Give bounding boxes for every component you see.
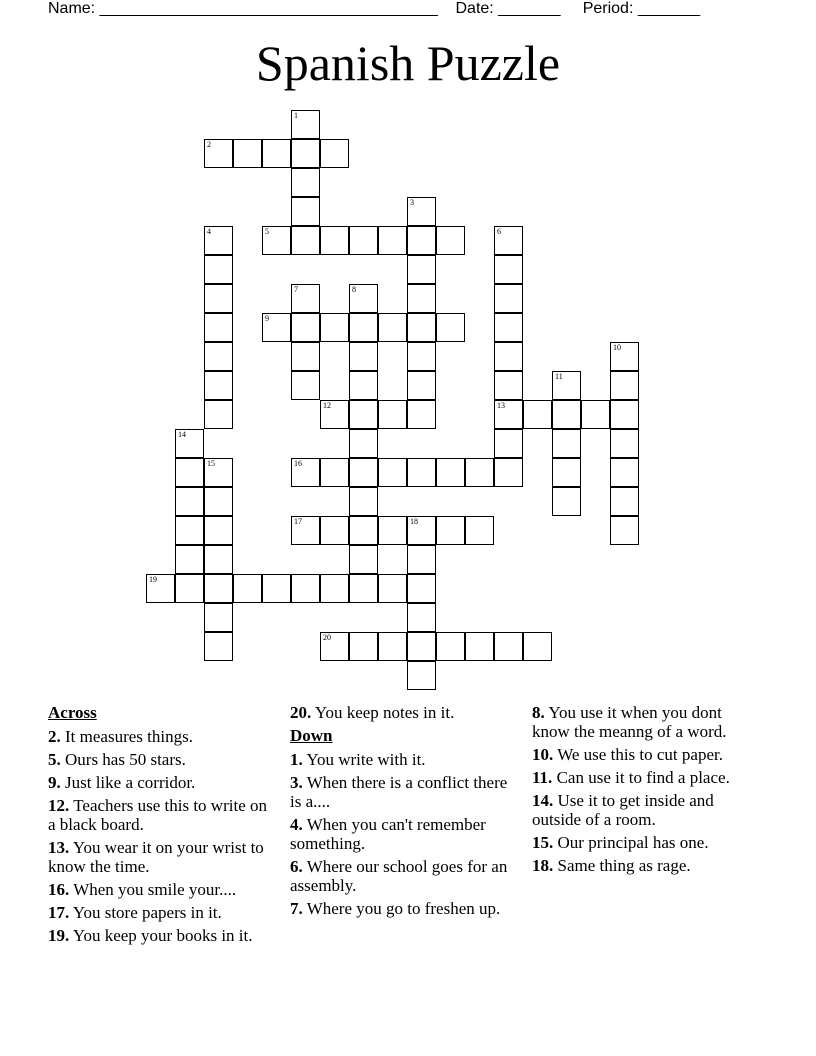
crossword-cell[interactable] bbox=[407, 371, 436, 400]
crossword-cell[interactable] bbox=[349, 632, 378, 661]
clue-number: 20 bbox=[323, 633, 331, 642]
crossword-cell[interactable] bbox=[494, 284, 523, 313]
crossword-cell[interactable] bbox=[291, 139, 320, 168]
clue-down-18: 18. Same thing as rage. bbox=[532, 856, 691, 875]
crossword-cell[interactable] bbox=[204, 255, 233, 284]
crossword-cell[interactable] bbox=[407, 226, 436, 255]
crossword-cell[interactable] bbox=[378, 313, 407, 342]
clue-down-7: 7. Where you go to freshen up. bbox=[290, 899, 501, 918]
crossword-cell[interactable] bbox=[494, 255, 523, 284]
clue-across-20: 20. You keep notes in it. bbox=[290, 703, 455, 722]
crossword-cell[interactable] bbox=[262, 226, 291, 255]
crossword-cell[interactable] bbox=[291, 574, 320, 603]
clue-number: 4 bbox=[207, 227, 211, 236]
crossword-cell[interactable] bbox=[320, 313, 349, 342]
crossword-cell[interactable] bbox=[436, 632, 465, 661]
crossword-cell[interactable] bbox=[552, 400, 581, 429]
clue-number: 19 bbox=[149, 575, 157, 584]
clue-number: 13 bbox=[497, 401, 505, 410]
crossword-cell[interactable] bbox=[349, 400, 378, 429]
clue-number: 6 bbox=[497, 227, 501, 236]
crossword-cell[interactable] bbox=[349, 226, 378, 255]
crossword-cell[interactable] bbox=[610, 400, 639, 429]
crossword-cell[interactable] bbox=[523, 632, 552, 661]
clue-number: 7 bbox=[294, 285, 298, 294]
crossword-cell[interactable] bbox=[204, 545, 233, 574]
crossword-cell[interactable] bbox=[291, 168, 320, 197]
crossword-cell[interactable] bbox=[175, 458, 204, 487]
crossword-cell[interactable] bbox=[407, 545, 436, 574]
crossword-cell[interactable] bbox=[407, 197, 436, 226]
clue-across-9: 9. Just like a corridor. bbox=[48, 773, 196, 792]
clue-number: 11 bbox=[555, 372, 563, 381]
crossword-cell[interactable] bbox=[378, 458, 407, 487]
clue-across-12: 12. Teachers use this to write on a black board. bbox=[48, 796, 267, 834]
crossword-cell[interactable] bbox=[204, 487, 233, 516]
crossword-cell[interactable] bbox=[349, 458, 378, 487]
crossword-cell[interactable] bbox=[610, 371, 639, 400]
crossword-cell[interactable] bbox=[291, 226, 320, 255]
crossword-cell[interactable] bbox=[320, 458, 349, 487]
clue-number: 18 bbox=[410, 517, 418, 526]
crossword-cell[interactable] bbox=[349, 516, 378, 545]
crossword-cell[interactable] bbox=[204, 516, 233, 545]
clue-number: 9 bbox=[265, 314, 269, 323]
crossword-cell[interactable] bbox=[465, 516, 494, 545]
clue-down-6: 6. Where our school goes for an assembly. bbox=[290, 857, 508, 895]
crossword-cell[interactable] bbox=[494, 313, 523, 342]
crossword-cell[interactable] bbox=[552, 458, 581, 487]
crossword-cell[interactable] bbox=[233, 574, 262, 603]
crossword-cell[interactable] bbox=[552, 487, 581, 516]
crossword-cell[interactable] bbox=[349, 429, 378, 458]
clue-across-13: 13. You wear it on your wrist to know the time. bbox=[48, 838, 264, 876]
crossword-cell[interactable] bbox=[494, 226, 523, 255]
crossword-cell[interactable] bbox=[610, 429, 639, 458]
crossword-cell[interactable] bbox=[407, 400, 436, 429]
crossword-cell[interactable] bbox=[407, 458, 436, 487]
crossword-cell[interactable] bbox=[407, 255, 436, 284]
clue-number: 2 bbox=[207, 140, 211, 149]
crossword-cell[interactable] bbox=[291, 197, 320, 226]
crossword-cell[interactable] bbox=[320, 632, 349, 661]
crossword-cell[interactable] bbox=[378, 632, 407, 661]
crossword-cell[interactable] bbox=[320, 226, 349, 255]
crossword-cell[interactable] bbox=[407, 574, 436, 603]
crossword-cell[interactable] bbox=[436, 313, 465, 342]
crossword-cell[interactable] bbox=[262, 574, 291, 603]
crossword-cell[interactable] bbox=[378, 574, 407, 603]
clue-number: 16 bbox=[294, 459, 302, 468]
crossword-cell[interactable] bbox=[465, 458, 494, 487]
crossword-cell[interactable] bbox=[407, 632, 436, 661]
crossword-cell[interactable] bbox=[436, 516, 465, 545]
crossword-cell[interactable] bbox=[610, 458, 639, 487]
crossword-cell[interactable] bbox=[523, 400, 552, 429]
crossword-cell[interactable] bbox=[349, 487, 378, 516]
clue-number: 17 bbox=[294, 517, 302, 526]
crossword-cell[interactable] bbox=[378, 516, 407, 545]
crossword-cell[interactable] bbox=[407, 284, 436, 313]
crossword-cell[interactable] bbox=[610, 516, 639, 545]
clue-across-19: 19. You keep your books in it. bbox=[48, 926, 253, 945]
clue-number: 5 bbox=[265, 227, 269, 236]
crossword-cell[interactable] bbox=[175, 429, 204, 458]
crossword-cell[interactable] bbox=[204, 458, 233, 487]
crossword-cell[interactable] bbox=[320, 400, 349, 429]
clue-across-2: 2. It measures things. bbox=[48, 727, 193, 746]
clue-down-4: 4. When you can't remember something. bbox=[290, 815, 486, 853]
crossword-cell[interactable] bbox=[494, 458, 523, 487]
crossword-cell[interactable] bbox=[291, 458, 320, 487]
crossword-cell[interactable] bbox=[320, 139, 349, 168]
crossword-cell[interactable] bbox=[349, 313, 378, 342]
crossword-cell[interactable] bbox=[291, 342, 320, 371]
crossword-cell[interactable] bbox=[407, 516, 436, 545]
clue-across-16: 16. When you smile your.... bbox=[48, 880, 237, 899]
crossword-cell[interactable] bbox=[320, 574, 349, 603]
crossword-cell[interactable] bbox=[494, 400, 523, 429]
crossword-cell[interactable] bbox=[175, 545, 204, 574]
crossword-cell[interactable] bbox=[494, 632, 523, 661]
crossword-cell[interactable] bbox=[581, 400, 610, 429]
crossword-cell[interactable] bbox=[204, 342, 233, 371]
crossword-cell[interactable] bbox=[407, 661, 436, 690]
clue-down-8: 8. You use it when you dont know the meanng of a word. bbox=[532, 703, 727, 741]
crossword-cell[interactable] bbox=[407, 313, 436, 342]
clue-number: 10 bbox=[613, 343, 621, 352]
crossword-cell[interactable] bbox=[204, 603, 233, 632]
page-title: Spanish Puzzle bbox=[255, 35, 561, 91]
clue-down-14: 14. Use it to get inside and outside of a room. bbox=[532, 791, 714, 829]
crossword-cell[interactable] bbox=[407, 342, 436, 371]
crossword-cell[interactable] bbox=[552, 371, 581, 400]
across-heading: Across bbox=[48, 703, 97, 722]
clues-column-2 bbox=[290, 703, 516, 922]
crossword-cell[interactable] bbox=[552, 429, 581, 458]
clues-column-3 bbox=[532, 703, 758, 879]
crossword-cell[interactable] bbox=[204, 139, 233, 168]
crossword-cell[interactable] bbox=[291, 284, 320, 313]
clue-number: 1 bbox=[294, 111, 298, 120]
crossword-cell[interactable] bbox=[204, 284, 233, 313]
clues-column-1 bbox=[48, 703, 274, 949]
crossword-cell[interactable] bbox=[175, 487, 204, 516]
crossword-cell[interactable] bbox=[175, 516, 204, 545]
crossword-cell[interactable] bbox=[378, 400, 407, 429]
crossword-cell[interactable] bbox=[349, 371, 378, 400]
crossword-cell[interactable] bbox=[610, 342, 639, 371]
crossword-cell[interactable] bbox=[204, 226, 233, 255]
crossword-cell[interactable] bbox=[349, 545, 378, 574]
clue-number: 12 bbox=[323, 401, 331, 410]
down-heading: Down bbox=[290, 726, 333, 745]
clue-down-10: 10. We use this to cut paper. bbox=[532, 745, 723, 764]
clue-number: 14 bbox=[178, 430, 186, 439]
clue-down-3: 3. When there is a conflict there is a.... bbox=[290, 773, 508, 811]
crossword-cell[interactable] bbox=[378, 226, 407, 255]
crossword-cell[interactable] bbox=[494, 371, 523, 400]
clue-across-5: 5. Ours has 50 stars. bbox=[48, 750, 186, 769]
crossword-cell[interactable] bbox=[146, 574, 175, 603]
crossword-cell[interactable] bbox=[436, 458, 465, 487]
clue-down-1: 1. You write with it. bbox=[290, 750, 426, 769]
crossword-cell[interactable] bbox=[262, 139, 291, 168]
crossword-cell[interactable] bbox=[320, 516, 349, 545]
crossword-cell[interactable] bbox=[349, 574, 378, 603]
crossword-cell[interactable] bbox=[494, 429, 523, 458]
crossword-cell[interactable] bbox=[291, 371, 320, 400]
crossword-cell[interactable] bbox=[291, 516, 320, 545]
crossword-cell[interactable] bbox=[494, 342, 523, 371]
crossword-cell[interactable] bbox=[465, 632, 494, 661]
clue-number: 15 bbox=[207, 459, 215, 468]
crossword-cell[interactable] bbox=[262, 313, 291, 342]
clue-down-11: 11. Can use it to find a place. bbox=[532, 768, 730, 787]
crossword-cell[interactable] bbox=[204, 574, 233, 603]
crossword-cell[interactable] bbox=[610, 487, 639, 516]
crossword-cell[interactable] bbox=[175, 574, 204, 603]
clue-down-15: 15. Our principal has one. bbox=[532, 833, 709, 852]
crossword-cell[interactable] bbox=[204, 632, 233, 661]
crossword-cell[interactable] bbox=[204, 371, 233, 400]
name-date-period-line: Name: ______________________________________ Date: _______ Period: _______ bbox=[48, 0, 701, 17]
crossword-cell[interactable] bbox=[436, 226, 465, 255]
clue-across-17: 17. You store papers in it. bbox=[48, 903, 222, 922]
crossword-cell[interactable] bbox=[291, 313, 320, 342]
crossword-cell[interactable] bbox=[349, 342, 378, 371]
crossword-cell[interactable] bbox=[349, 284, 378, 313]
clue-number: 3 bbox=[410, 198, 414, 207]
crossword-cell[interactable] bbox=[204, 400, 233, 429]
crossword-cell[interactable] bbox=[407, 603, 436, 632]
crossword-cell[interactable] bbox=[204, 313, 233, 342]
clue-number: 8 bbox=[352, 285, 356, 294]
crossword-cell[interactable] bbox=[291, 110, 320, 139]
crossword-cell[interactable] bbox=[233, 139, 262, 168]
